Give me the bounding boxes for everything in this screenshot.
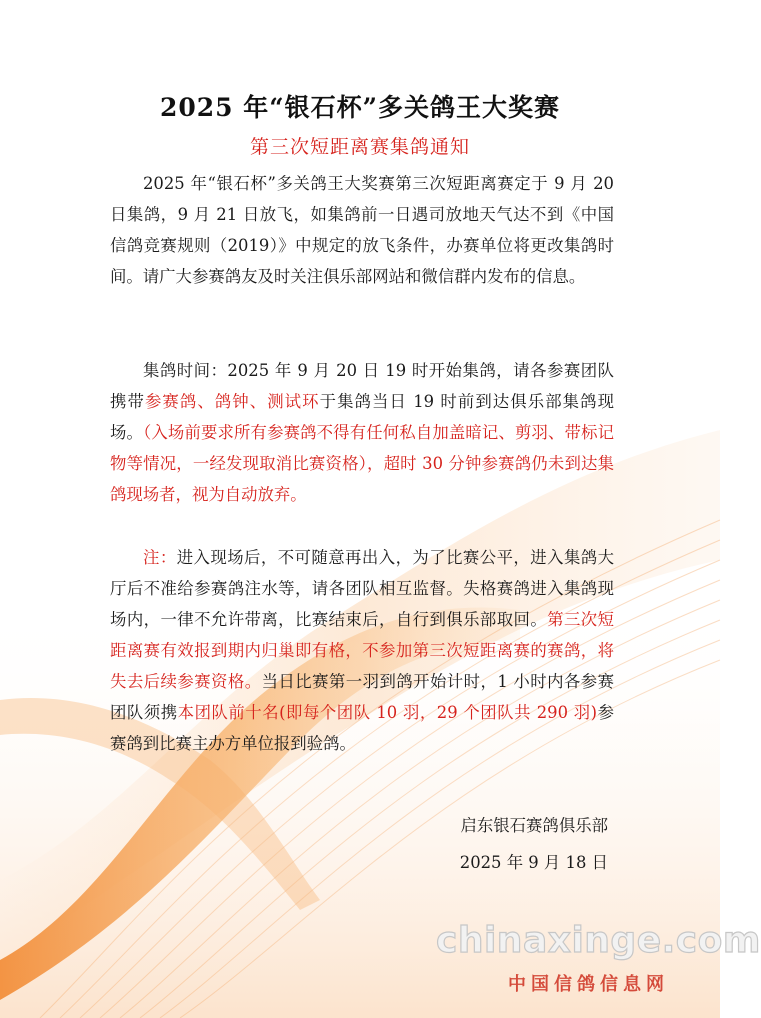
collection-time-intro: 集鸽时间：2025 年 9 月 20 日 19 时开始集鸽，请各参赛团队携带 [110, 361, 614, 411]
page-subtitle: 第三次短距离赛集鸽通知 [249, 136, 470, 158]
verification-rule: 参赛鸽到比赛主办方单位报到验鸽。 [110, 703, 615, 753]
timing-rule: 当日比赛第一羽到鸽开始计时，1 小时内各参赛团队须携 [110, 672, 614, 722]
watermark-site: chinaxinge.com [436, 920, 761, 961]
signature-organization: 启东银石赛鸽俱乐部 [460, 816, 608, 835]
signature-date: 2025 年 9 月 18 日 [459, 853, 608, 872]
note-label: 注： [143, 548, 177, 567]
paragraph-notes [110, 542, 614, 759]
entry-requirements: （入场前要求所有参赛鸽不得有任何私自加盖暗记、剪羽、带标记物等情况，一经发现取消比赛资格），超时 30 分钟参赛鸽仍未到达集鸽现场者，视为自动放弃。 [110, 423, 614, 504]
paragraph-collection-time [110, 355, 614, 510]
paragraph-schedule [110, 168, 614, 292]
paragraph-schedule-text: 2025 年“银石杯”多关鸽王大奖赛第三次短距离赛定于 9 月 20 日集鸽，9 月 21 日放飞，如集鸽前一日遇司放地天气达不到《中国信鸽竞赛规则（2019）》中规定的放飞条件，办赛单位将更改集鸽时间。请广大参赛鸽友及时关注俱乐部网站和微信群内发布的信息。 [110, 174, 614, 286]
arrival-deadline: 于集鸽当日 19 时前到达俱乐部集鸽现场。 [110, 392, 615, 442]
page-title: 2025 年“银石杯”多关鸽王大奖赛 [159, 93, 561, 122]
venue-rules: 进入现场后，不可随意再出入，为了比赛公平，进入集鸽大厅后不准给参赛鸽注水等，请各团队相互监督。失格赛鸽进入集鸽现场内，一律不允许带离，比赛结束后，自行到俱乐部取回。 [110, 548, 615, 629]
required-items: 参赛鸽、鸽钟、测试环 [144, 392, 320, 411]
team-top-ten: 本团队前十名(即每个团队 10 羽，29 个团队共 290 羽) [177, 703, 598, 722]
watermark-name: 中国信鸽信息网 [508, 974, 669, 995]
qualification-rule: 第三次短距离赛有效报到期内归巢即有格，不参加第三次短距离赛的赛鸽，将失去后续参赛资格。 [110, 610, 615, 691]
